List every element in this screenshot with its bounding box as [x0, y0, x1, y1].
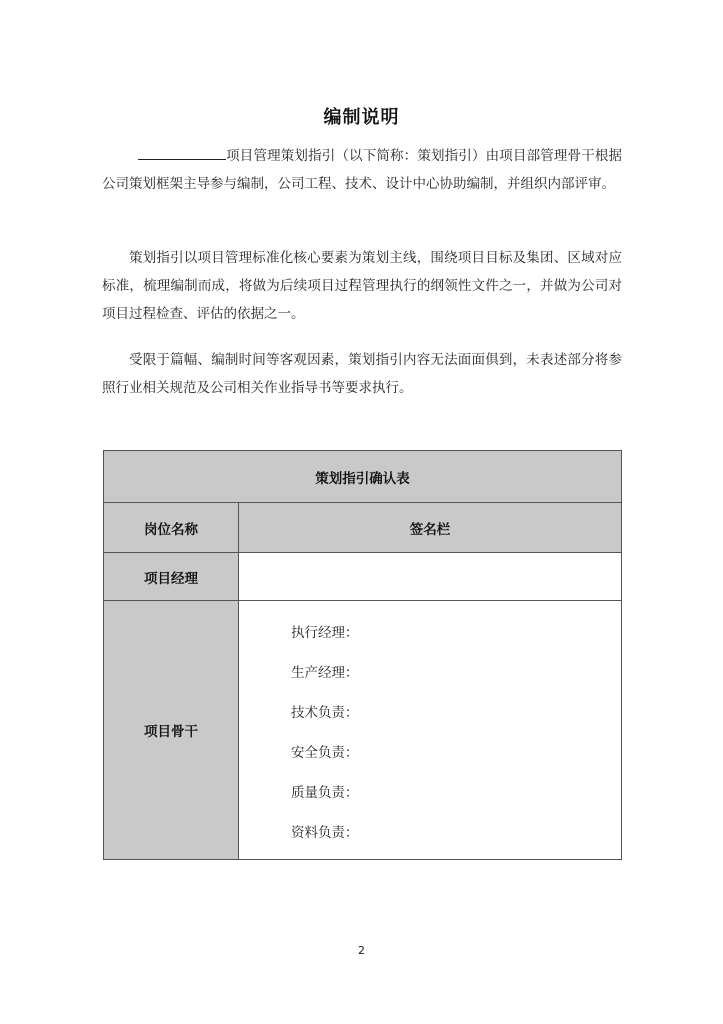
blank-underline: [138, 146, 226, 160]
signature-cell-project-backbone: [239, 601, 622, 860]
header-signature: 签名栏: [239, 503, 622, 553]
header-position: 岗位名称: [104, 503, 239, 553]
confirm-table: [103, 450, 622, 860]
sign-item-safety-lead: 安全负责：: [291, 745, 359, 761]
signature-cell-project-manager: [239, 553, 622, 601]
page-number: 2: [358, 944, 365, 957]
sign-item-technical-lead: 技术负责：: [291, 705, 359, 721]
paragraph-1-text: 项目管理策划指引（以下简称：策划指引）由项目部管理骨干根据公司策划框架主导参与编制，公司工程、技术、设计中心协助编制，并组织内部评审。: [102, 148, 622, 192]
sign-item-production-manager: 生产经理：: [291, 665, 359, 681]
confirm-table-title: 策划指引确认表: [104, 451, 622, 503]
paragraph-3: 受限于篇幅、编制时间等客观因素，策划指引内容无法面面俱到，未表述部分将参照行业相关规范及公司相关作业指导书等要求执行。: [102, 352, 622, 396]
row-label-project-backbone: 项目骨干: [104, 601, 239, 860]
sign-item-executive-manager: 执行经理：: [291, 625, 359, 641]
sign-item-quality-lead: 质量负责：: [291, 785, 359, 801]
row-label-project-manager: 项目经理: [104, 553, 239, 601]
paragraph-1: [102, 142, 622, 198]
document-title: 编制说明: [323, 107, 400, 128]
paragraph-2: 策划指引以项目管理标准化核心要素为策划主线，围绕项目目标及集团、区域对应标准，梳理编制而成，将做为后续项目过程管理执行的纲领性文件之一，并做为公司对项目过程检查、评估的依据之一。: [102, 250, 622, 322]
sign-item-documents-lead: 资料负责：: [291, 825, 359, 841]
